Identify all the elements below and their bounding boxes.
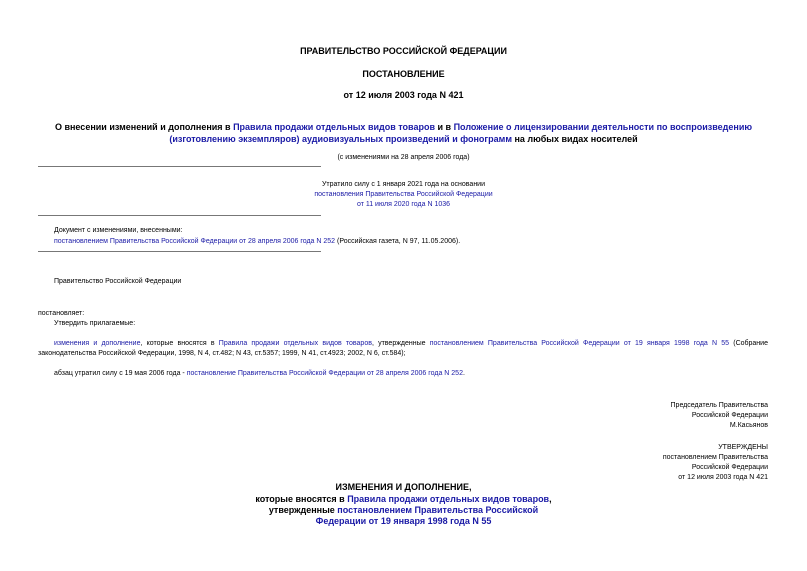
annex-heading-line4[interactable]: Федерации от 19 января 1998 года N 55: [315, 516, 492, 526]
document-title: [0, 121, 807, 145]
annex-line2-pre: которые вносятся в: [255, 494, 348, 504]
changes-doc-tail: (Российская газета, N 97, 11.05.2006).: [335, 238, 461, 245]
signature-line1: Председатель Правительства: [670, 402, 768, 409]
government-heading: ПРАВИТЕЛЬСТВО РОССИЙСКОЙ ФЕДЕРАЦИИ: [300, 46, 507, 56]
government-rf: Правительство Российской Федерации: [54, 278, 182, 285]
divider: [38, 251, 321, 252]
changes-doc-label: Документ с изменениями, внесенными:: [54, 227, 183, 234]
annex-heading-line2: [0, 494, 807, 504]
paragraph-1-line2: законодательства Российской Федерации, 1998, N 4, ст.482; N 43, ст.5357; 1999, N 41, ст.4923; 2002, N 6, ст.584);: [38, 350, 406, 357]
para1-text2: , утвержденные: [371, 340, 430, 347]
changes-doc-line: [54, 237, 460, 247]
title-text-pre: О внесении изменений и дополнения в: [54, 122, 234, 132]
approved-line3: Российской Федерации: [691, 464, 768, 471]
para1-text1: , которые вносятся в: [140, 340, 219, 347]
title-link-sale-rules[interactable]: Правила продажи отдельных видов товаров: [233, 122, 435, 132]
link-resolution-252[interactable]: постановление Правительства Российской Федерации от 28 апреля 2006 года N 252: [186, 370, 463, 377]
approved-line1: УТВЕРЖДЕНЫ: [718, 444, 768, 451]
expired-note-link-line2[interactable]: постановления Правительства Российской Федерации: [314, 191, 493, 198]
link-resolution-55[interactable]: постановлением Правительства Российской Федерации от 19 января 1998 года N 55: [429, 340, 730, 347]
annex-link-resolution-55[interactable]: постановлением Правительства Российской: [337, 505, 539, 515]
paragraph-1-line1: [54, 339, 768, 349]
paragraph-2: [54, 369, 465, 379]
annex-heading-line1: ИЗМЕНЕНИЯ И ДОПОЛНЕНИЕ,: [335, 482, 472, 492]
expired-note-link-line3[interactable]: от 11 июля 2020 года N 1036: [356, 201, 451, 208]
annex-line2-end: ,: [549, 494, 552, 504]
approved-line4: от 12 июля 2003 года N 421: [678, 474, 768, 481]
link-changes-and-addition[interactable]: изменения и дополнение: [54, 340, 141, 347]
link-sale-rules[interactable]: Правила продажи отдельных видов товаров: [218, 340, 372, 347]
title-text-tail: на любых видах носителей: [511, 134, 638, 144]
document-date-number: от 12 июля 2003 года N 421: [343, 90, 464, 100]
para2-text: абзац утратил силу с 19 мая 2006 года -: [54, 370, 187, 377]
amendments-note: (с изменениями на 28 апреля 2006 года): [337, 154, 470, 161]
annex-heading-line3: [0, 505, 807, 515]
decrees-word: постановляет:: [38, 310, 85, 317]
title-link-licensing-regulation[interactable]: Положение о лицензировании деятельности по воспроизведению: [453, 122, 753, 132]
changes-doc-link[interactable]: постановлением Правительства Российской Федерации от 28 апреля 2006 года N 252: [54, 238, 336, 245]
title-link-licensing-regulation-cont[interactable]: (изготовлению экземпляров) аудиовизуальных произведений и фонограмм: [169, 134, 512, 144]
para1-text3: (Собрание: [729, 340, 768, 347]
approve-line: Утвердить прилагаемые:: [54, 320, 136, 327]
signature-line2: Российской Федерации: [691, 412, 768, 419]
signature-name: М.Касьянов: [729, 422, 768, 429]
annex-link-sale-rules[interactable]: Правила продажи отдельных видов товаров: [347, 494, 550, 504]
title-text-mid: и в: [435, 122, 454, 132]
divider: [38, 215, 321, 216]
approved-line2: постановлением Правительства: [662, 454, 768, 461]
expired-note-line1: Утратило силу с 1 января 2021 года на основании: [321, 181, 486, 188]
divider: [38, 166, 321, 167]
para2-end: .: [462, 370, 465, 377]
annex-line3-pre: утвержденные: [268, 505, 338, 515]
document-type: ПОСТАНОВЛЕНИЕ: [362, 69, 445, 79]
